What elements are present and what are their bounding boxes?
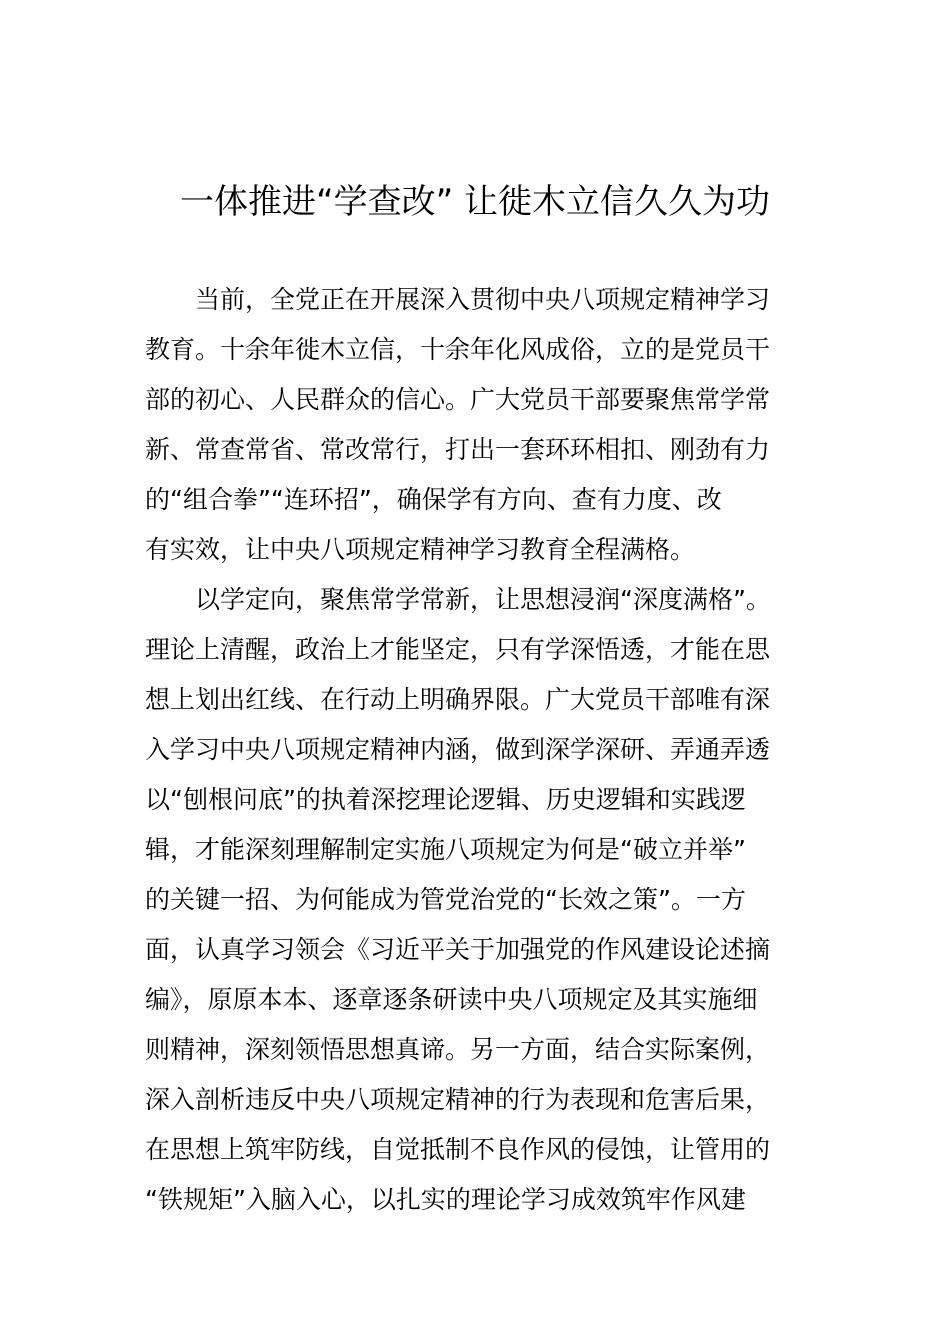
paragraph-line: 有实效，让中央八项规定精神学习教育全程满格。 <box>145 535 696 564</box>
paragraph-line: 以学定向，聚焦常学常新，让思想浸润“深度满格”。 <box>195 585 771 614</box>
document-title: 一体推进“学查改” 让徙木立信久久为功 <box>179 182 771 222</box>
paragraph-line: 面，认真学习领会《习近平关于加强党的作风建设论述摘 <box>145 935 771 964</box>
paragraph-line: “铁规矩”入脑入心，以扎实的理论学习成效筑牢作风建 <box>145 1185 746 1214</box>
paragraph-line: 辑，才能深刻理解制定实施八项规定为何是“破立并举” <box>145 835 746 864</box>
paragraph-line: 入学习中央八项规定精神内涵，做到深学深研、弄通弄透 <box>145 735 771 764</box>
paragraph-line: 新、常查常省、常改常行，打出一套环环相扣、刚劲有力 <box>145 435 771 464</box>
paragraph-line: 部的初心、人民群众的信心。广大党员干部要聚焦常学常 <box>145 385 771 414</box>
paragraph-line: 的关键一招、为何能成为管党治党的“长效之策”。一方 <box>145 885 746 914</box>
paragraph-line: 想上划出红线、在行动上明确界限。广大党员干部唯有深 <box>145 685 771 714</box>
paragraph-line: 深入剖析违反中央八项规定精神的行为表现和危害后果， <box>145 1085 771 1114</box>
paragraph-line: 编》，原原本本、逐章逐条研读中央八项规定及其实施细 <box>145 985 758 1014</box>
paragraph-line: 当前，全党正在开展深入贯彻中央八项规定精神学习 <box>195 285 771 314</box>
paragraph-line: 的“组合拳”“连环招”，确保学有方向、查有力度、改 <box>145 485 722 514</box>
paragraph-line: 教育。十余年徙木立信，十余年化风成俗，立的是党员干 <box>145 335 771 364</box>
paragraph-line: 以“刨根问底”的执着深挖理论逻辑、历史逻辑和实践逻 <box>145 785 746 814</box>
paragraph-line: 理论上清醒，政治上才能坚定，只有学深悟透，才能在思 <box>145 635 771 664</box>
paragraph-line: 在思想上筑牢防线，自觉抵制不良作风的侵蚀，让管用的 <box>145 1135 771 1164</box>
paragraph-line: 则精神，深刻领悟思想真谛。另一方面，结合实际案例， <box>145 1035 771 1064</box>
